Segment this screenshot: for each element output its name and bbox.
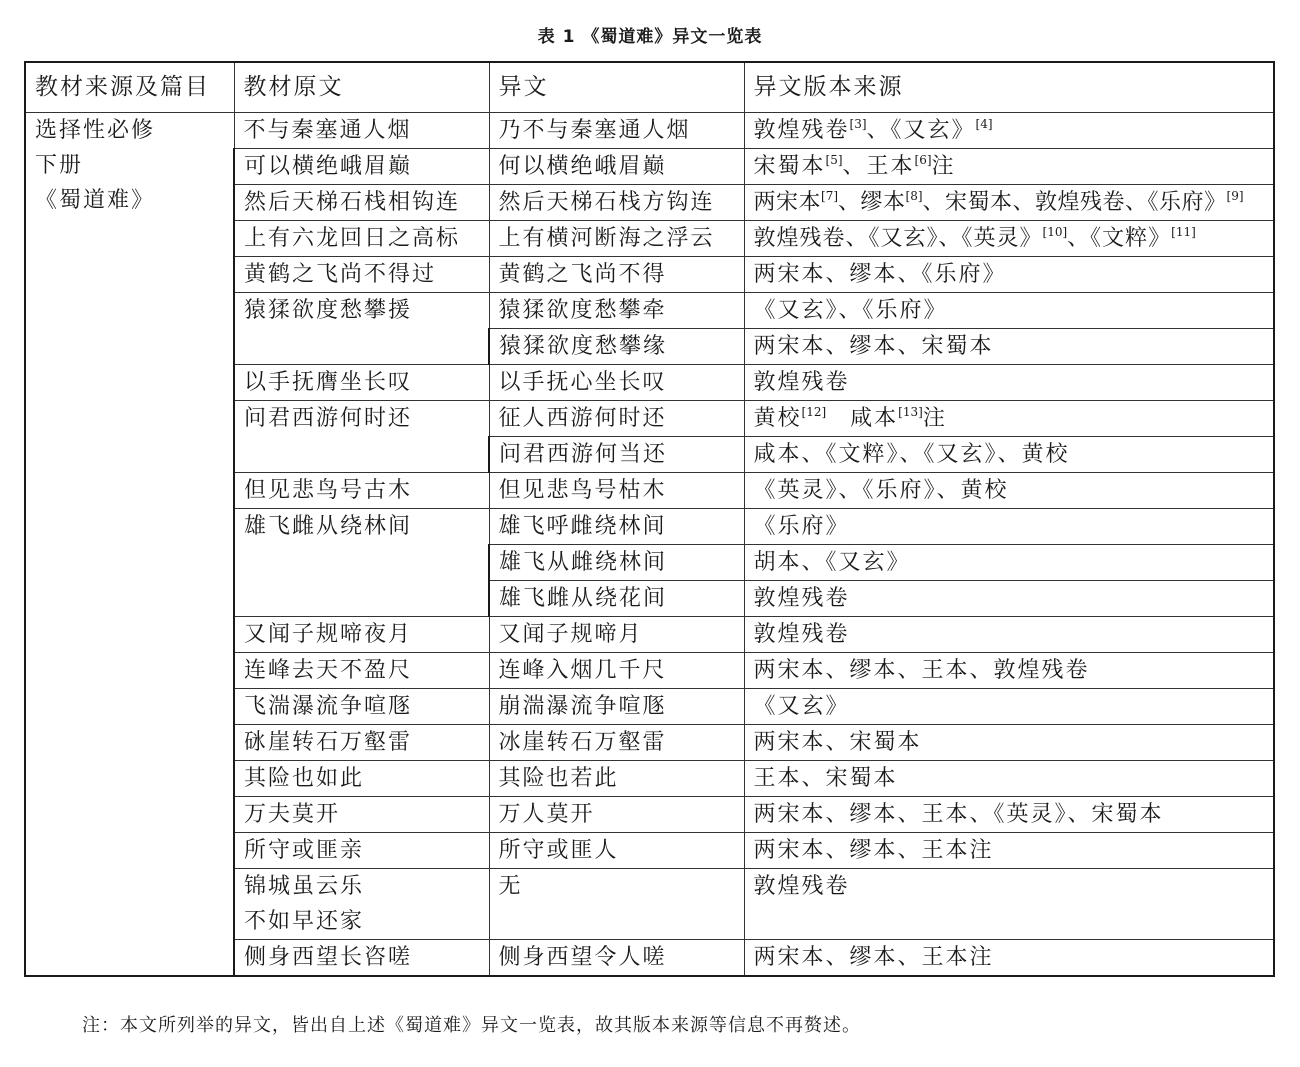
variant-text-cell: 猿猱欲度愁攀牵	[489, 293, 744, 329]
source-text: 两宋本	[753, 190, 822, 215]
course-line: 选择性必修	[35, 118, 156, 143]
variant-source-cell: 咸本、《文粹》、《又玄》、黄校	[744, 437, 1274, 473]
course-cell	[25, 113, 234, 977]
original-text-cell: 所守或匪亲	[234, 833, 489, 869]
variant-source-cell: 两宋本、缪本、《乐府》	[744, 257, 1274, 293]
source-text: 、缪本	[838, 190, 906, 215]
variant-source-cell: 《又玄》	[744, 689, 1274, 725]
variant-source-cell: 《乐府》	[744, 509, 1274, 545]
variant-source-cell: 《英灵》、《乐府》、黄校	[744, 473, 1274, 509]
original-text-cell: 问君西游何时还	[234, 401, 489, 473]
variant-source-cell: 敦煌残卷	[744, 365, 1274, 401]
variant-text-cell: 上有横河断海之浮云	[489, 221, 744, 257]
citation-mark: [4]	[975, 117, 993, 131]
original-text-cell: 砯崖转石万壑雷	[234, 725, 489, 761]
citation-mark: [11]	[1171, 225, 1196, 239]
table-footnote: 注：本文所列举的异文，皆出自上述《蜀道难》异文一览表，故其版本来源等信息不再赘述。	[82, 1015, 861, 1036]
source-text: 注	[931, 154, 956, 179]
original-text-cell: 又闻子规啼夜月	[234, 617, 489, 653]
source-text: 敦煌残卷、《又玄》、《英灵》	[753, 226, 1043, 251]
variant-source-cell: 两宋本、缪本、王本、敦煌残卷	[744, 653, 1274, 689]
variant-text-cell: 崩湍瀑流争喧豗	[489, 689, 744, 725]
variant-text-cell: 以手抚心坐长叹	[489, 365, 744, 401]
header-course-source: 教材来源及篇目	[25, 62, 234, 113]
source-text: 、王本	[842, 154, 915, 179]
source-text: 咸本	[850, 406, 899, 431]
course-line: 下册	[35, 153, 84, 178]
original-line: 不如早还家	[244, 909, 365, 934]
original-text-cell: 雄飞雌从绕林间	[234, 509, 489, 617]
variant-source-cell: 两宋本、缪本、王本注	[744, 940, 1274, 977]
variant-source-cell: 敦煌残卷	[744, 617, 1274, 653]
table-header-row	[25, 62, 1274, 113]
original-text-cell: 黄鹤之飞尚不得过	[234, 257, 489, 293]
variant-source-cell	[744, 401, 1274, 437]
original-text-cell: 不与秦塞通人烟	[234, 113, 489, 149]
original-text-cell: 其险也如此	[234, 761, 489, 797]
header-variant-source: 异文版本来源	[744, 62, 1274, 113]
variant-source-cell: 王本、宋蜀本	[744, 761, 1274, 797]
variant-source-cell	[744, 185, 1274, 221]
source-text: 黄校	[753, 406, 802, 431]
citation-mark: [12]	[801, 405, 827, 419]
table-caption: 表 1 《蜀道难》异文一览表	[537, 27, 763, 47]
original-text-cell: 猿猱欲度愁攀援	[234, 293, 489, 365]
source-text: 、宋蜀本、敦煌残卷、《乐府》	[922, 190, 1227, 215]
source-text: 注	[922, 406, 947, 431]
variant-text-cell: 猿猱欲度愁攀缘	[489, 329, 744, 365]
original-text-cell: 万夫莫开	[234, 797, 489, 833]
variant-text-cell: 征人西游何时还	[489, 401, 744, 437]
original-text-cell	[234, 869, 489, 940]
variant-text-cell: 其险也若此	[489, 761, 744, 797]
variant-text-cell: 万人莫开	[489, 797, 744, 833]
original-text-cell: 以手抚膺坐长叹	[234, 365, 489, 401]
source-text: 、《文粹》	[1067, 226, 1172, 251]
original-text-cell: 连峰去天不盈尺	[234, 653, 489, 689]
variant-source-cell	[744, 221, 1274, 257]
variant-text-cell: 乃不与秦塞通人烟	[489, 113, 744, 149]
header-variant-text: 异文	[489, 62, 744, 113]
variant-source-cell: 两宋本、缪本、王本、《英灵》、宋蜀本	[744, 797, 1274, 833]
original-text-cell: 上有六龙回日之高标	[234, 221, 489, 257]
variant-source-cell: 两宋本、缪本、宋蜀本	[744, 329, 1274, 365]
variant-source-cell: 胡本、《又玄》	[744, 545, 1274, 581]
citation-mark: [3]	[849, 117, 867, 131]
variant-source-cell: 《又玄》、《乐府》	[744, 293, 1274, 329]
variant-source-cell	[744, 149, 1274, 185]
original-text-cell: 侧身西望长咨嗟	[234, 940, 489, 977]
variant-text-cell: 然后天梯石栈方钩连	[489, 185, 744, 221]
variant-text-cell: 雄飞从雌绕林间	[489, 545, 744, 581]
citation-mark: [5]	[825, 153, 843, 167]
original-text-cell: 但见悲鸟号古木	[234, 473, 489, 509]
variant-source-cell	[744, 113, 1274, 149]
variant-source-cell: 敦煌残卷	[744, 869, 1274, 940]
original-text-cell: 可以横绝峨眉巅	[234, 149, 489, 185]
variant-text-cell: 连峰入烟几千尺	[489, 653, 744, 689]
variant-text-cell: 雄飞雌从绕花间	[489, 581, 744, 617]
original-text-cell: 飞湍瀑流争喧豗	[234, 689, 489, 725]
variant-text-cell: 侧身西望令人嗟	[489, 940, 744, 977]
source-text: 、《又玄》	[866, 118, 976, 143]
table-row	[25, 113, 1274, 149]
course-line: 《蜀道难》	[35, 188, 156, 213]
variant-source-cell: 两宋本、缪本、王本注	[744, 833, 1274, 869]
original-line: 锦城虽云乐	[244, 874, 365, 899]
variant-text-cell: 雄飞呼雌绕林间	[489, 509, 744, 545]
variant-text-cell: 黄鹤之飞尚不得	[489, 257, 744, 293]
source-text: 宋蜀本	[753, 154, 826, 179]
citation-mark: [13]	[898, 405, 923, 419]
citation-mark: [9]	[1226, 189, 1244, 203]
citation-mark: [8]	[905, 189, 923, 203]
source-text: 敦煌残卷	[753, 118, 850, 143]
variant-text-cell: 又闻子规啼月	[489, 617, 744, 653]
original-text-cell: 然后天梯石栈相钩连	[234, 185, 489, 221]
variant-source-cell: 两宋本、宋蜀本	[744, 725, 1274, 761]
variant-text-cell: 冰崖转石万壑雷	[489, 725, 744, 761]
variant-text-cell: 问君西游何当还	[489, 437, 744, 473]
variant-text-cell: 所守或匪人	[489, 833, 744, 869]
citation-mark: [7]	[821, 189, 839, 203]
citation-mark: [6]	[914, 153, 932, 167]
variant-source-cell: 敦煌残卷	[744, 581, 1274, 617]
variant-text-cell: 何以横绝峨眉巅	[489, 149, 744, 185]
header-original-text: 教材原文	[234, 62, 489, 113]
variant-table	[24, 61, 1275, 977]
citation-mark: [10]	[1042, 225, 1068, 239]
variant-text-cell: 无	[489, 869, 744, 940]
variant-text-cell: 但见悲鸟号枯木	[489, 473, 744, 509]
